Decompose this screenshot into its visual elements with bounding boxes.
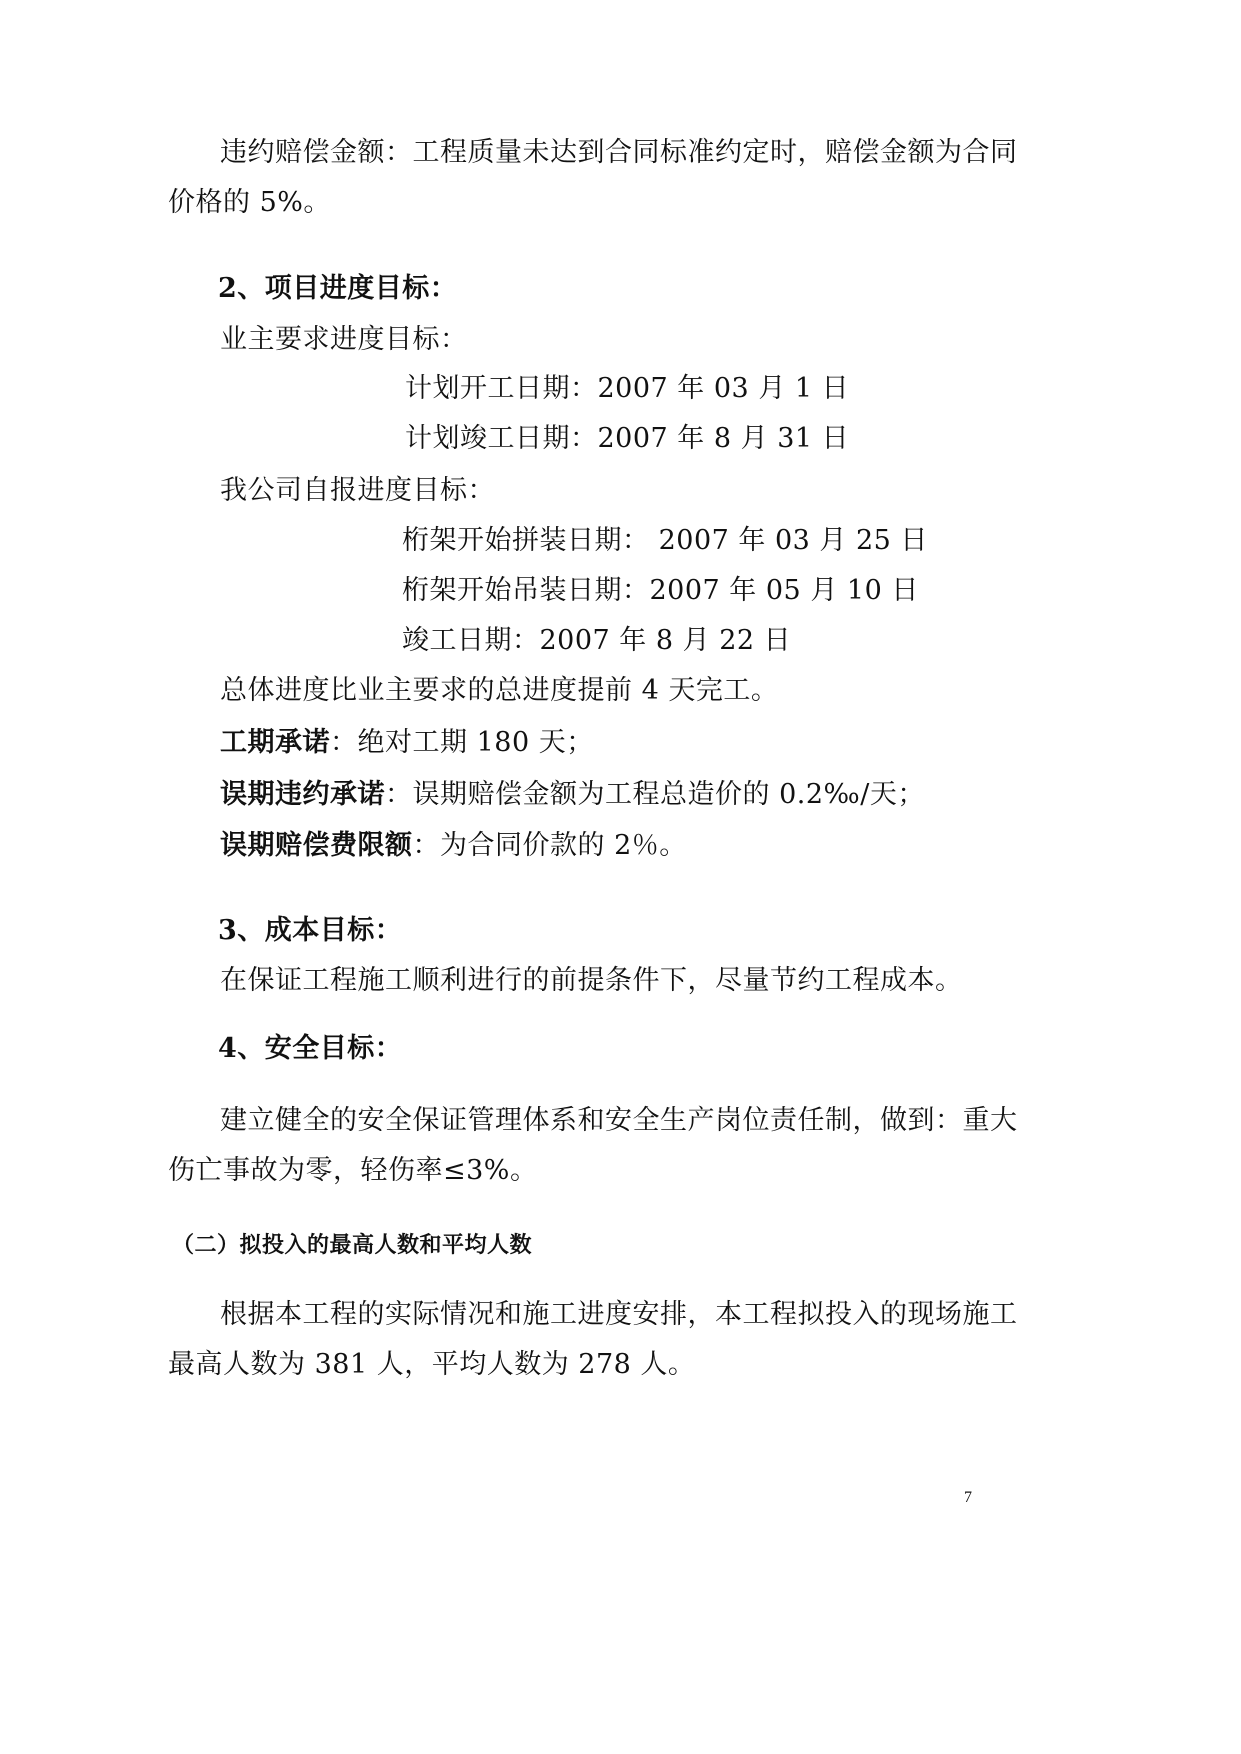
safety-target-line-2: 伤亡事故为零，轻伤率≤3%。 xyxy=(168,1155,538,1186)
section-3-heading: 3、成本目标： xyxy=(218,915,403,946)
page-number: 7 xyxy=(964,1489,972,1506)
cost-target-text: 在保证工程施工顺利进行的前提条件下，尽量节约工程成本。 xyxy=(220,965,963,996)
duration-commitment xyxy=(220,726,594,760)
compensation-line-1: 违约赔偿金额：工程质量未达到合同标准约定时，赔偿金额为合同 xyxy=(220,137,1018,168)
section-2-heading: 2、项目进度目标： xyxy=(218,273,458,304)
delay-cap-label: 误期赔偿费限额 xyxy=(220,830,413,861)
duration-commitment-label: 工期承诺 xyxy=(220,727,330,758)
delay-commitment-label: 误期违约承诺 xyxy=(220,779,385,810)
company-schedule-label: 我公司自报进度目标： xyxy=(220,475,495,506)
section-4-heading: 4、安全目标： xyxy=(218,1033,403,1064)
schedule-summary: 总体进度比业主要求的总进度提前 4 天完工。 xyxy=(220,675,779,706)
owner-planned-finish: 计划竣工日期：2007 年 8 月 31 日 xyxy=(405,423,850,454)
delay-commitment xyxy=(220,778,925,812)
staffing-line-2: 最高人数为 381 人，平均人数为 278 人。 xyxy=(168,1349,696,1380)
delay-commitment-text: ：误期赔偿金额为工程总造价的 0.2‰/天； xyxy=(385,779,925,810)
staffing-heading: （二）拟投入的最高人数和平均人数 xyxy=(172,1232,533,1258)
delay-cap-text: ：为合同价款的 2％。 xyxy=(412,830,687,861)
safety-target-line-1: 建立健全的安全保证管理体系和安全生产岗位责任制，做到：重大 xyxy=(220,1105,1018,1136)
staffing-line-1: 根据本工程的实际情况和施工进度安排，本工程拟投入的现场施工 xyxy=(220,1299,1018,1330)
completion-date: 竣工日期：2007 年 8 月 22 日 xyxy=(402,625,792,656)
truss-hoisting-date: 桁架开始吊装日期：2007 年 05 月 10 日 xyxy=(402,575,919,606)
duration-commitment-text: ：绝对工期 180 天； xyxy=(330,727,594,758)
compensation-line-2: 价格的 5%。 xyxy=(168,187,331,218)
truss-assembly-date: 桁架开始拼装日期： 2007 年 03 月 25 日 xyxy=(402,525,928,556)
delay-cap xyxy=(220,829,687,863)
owner-schedule-label: 业主要求进度目标： xyxy=(220,324,468,355)
owner-planned-start: 计划开工日期：2007 年 03 月 1 日 xyxy=(405,373,850,404)
